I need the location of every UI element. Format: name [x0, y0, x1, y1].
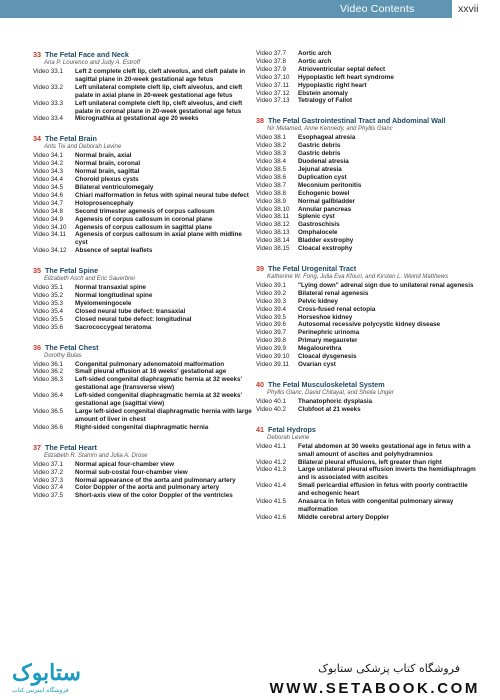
video-title: Clubfoot at 21 weeks	[298, 405, 361, 413]
video-number: Video 39.2	[256, 289, 286, 297]
video-title: Hypoplastic left heart syndrome	[298, 73, 394, 81]
video-entry	[33, 484, 258, 492]
video-number: Video 36.4	[33, 392, 63, 400]
chapter-section	[33, 50, 258, 123]
video-number: Video 35.4	[33, 307, 63, 315]
chapter-heading	[256, 425, 481, 434]
video-entry	[256, 245, 481, 253]
video-number: Video 34.2	[33, 160, 63, 168]
section-continuation	[256, 50, 481, 105]
video-number: Video 34.6	[33, 191, 63, 199]
video-title: Meconium peritonitis	[298, 181, 362, 189]
video-title: Second trimester agenesis of corpus callosum	[75, 207, 215, 215]
video-number: Video 38.6	[256, 173, 286, 181]
video-entry	[256, 321, 481, 329]
video-number: Video 39.8	[256, 337, 286, 345]
video-title: Hypoplastic right heart	[298, 81, 367, 89]
chapter-number: 40	[256, 379, 264, 389]
page-header	[0, 0, 500, 18]
video-title: Absence of septal leaflets	[75, 247, 153, 255]
video-title: "Lying down" adrenal sign due to unilateral renal agenesis	[298, 281, 474, 289]
video-number: Video 33.1	[33, 68, 63, 75]
video-number: Video 34.8	[33, 207, 63, 215]
video-title: Primary megaureter	[298, 337, 358, 345]
video-entry	[256, 97, 481, 105]
video-number: Video 35.3	[33, 299, 63, 307]
chapter-authors: Elizabeth R. Stamm and Julia A. Drose	[44, 452, 148, 459]
video-title: Bilateral ventriculomegaly	[75, 183, 154, 191]
chapter-title: The Fetal Chest	[45, 342, 99, 352]
video-number: Video 37.3	[33, 476, 63, 484]
video-entry	[256, 353, 481, 361]
video-number: Video 38.1	[256, 134, 286, 142]
video-number: Video 41.1	[256, 442, 286, 450]
video-title: Aortic arch	[298, 57, 332, 65]
chapter-title: The Fetal Spine	[45, 266, 99, 276]
video-number: Video 38.11	[256, 213, 290, 221]
video-entry	[256, 498, 481, 514]
video-number: Video 34.7	[33, 199, 63, 207]
video-entry	[33, 469, 258, 477]
video-title: Left unilateral complete cleft lip, cleft alveolus, and cleft palate in axial plane in 20-week gestational age fetus	[75, 83, 243, 99]
chapter-section	[256, 116, 481, 253]
page-number: xxvii	[458, 3, 479, 15]
video-entry	[33, 477, 258, 485]
video-title: Duodenal atresia	[298, 158, 349, 166]
video-title: Normal transaxial spine	[75, 284, 147, 292]
video-number: Video 33.2	[33, 83, 63, 91]
video-title: Megalourethra	[298, 345, 342, 353]
video-entry	[33, 84, 258, 100]
left-column	[33, 50, 258, 511]
chapter-heading	[256, 264, 481, 273]
chapter-title: The Fetal Urogenital Tract	[268, 263, 357, 273]
video-entry	[33, 192, 258, 200]
video-number: Video 39.4	[256, 305, 286, 313]
video-title: Agenesis of corpus callosum in sagittal plane	[75, 223, 212, 231]
video-number: Video 35.2	[33, 292, 63, 300]
video-number: Video 34.3	[33, 168, 63, 176]
chapter-heading	[33, 134, 258, 143]
video-title: Left 2 complete cleft lip, cleft alveolus, and cleft palate in sagittal plane in 20-week gestational age fetus	[75, 68, 246, 83]
video-entry	[256, 345, 481, 353]
video-title: Gastric debris	[298, 150, 341, 158]
video-number: Video 37.5	[33, 492, 63, 500]
video-title: Ebstein anomaly	[298, 89, 349, 97]
video-entry	[33, 292, 258, 300]
logo-text: ستابوک	[12, 660, 81, 685]
video-entry	[33, 368, 258, 376]
chapter-title: The Fetal Face and Neck	[45, 50, 129, 59]
video-number: Video 39.5	[256, 313, 286, 321]
footer-banner	[0, 656, 500, 700]
video-title: Bilateral renal agenesis	[298, 289, 369, 297]
video-entry	[33, 424, 258, 432]
video-title: Agenesis of corpus callosum in axial plane with midline cyst	[75, 231, 242, 247]
video-title: Cross-fused renal ectopia	[298, 305, 376, 313]
video-title: Micrognathia at gestational age 20 weeks	[75, 115, 199, 123]
video-title: Echogenic bowel	[298, 189, 350, 197]
video-number: Video 38.14	[256, 237, 290, 245]
chapter-authors: Nir Melamed, Anne Kennedy, and Phyllis Glanc	[267, 126, 393, 133]
video-entry	[256, 150, 481, 158]
video-title: Chiari malformation in fetus with spinal neural tube defect	[75, 191, 249, 199]
video-entry	[256, 306, 481, 314]
video-entry	[256, 142, 481, 150]
video-title: Normal appearance of the aorta and pulmonary artery	[75, 476, 236, 484]
video-entry	[256, 166, 481, 174]
chapter-section	[256, 264, 481, 369]
video-entry	[33, 324, 258, 332]
chapter-authors: Phyllis Glanc, David Chitayat, and Sheila Unger	[267, 389, 394, 396]
chapter-number: 37	[33, 442, 41, 452]
chapter-heading	[33, 266, 258, 275]
chapter-heading	[33, 50, 258, 59]
video-entry	[256, 406, 481, 414]
video-number: Video 39.7	[256, 329, 286, 337]
video-number: Video 38.8	[256, 189, 286, 197]
video-number: Video 39.10	[256, 353, 290, 361]
video-title: Ovarian cyst	[298, 361, 336, 368]
video-number: Video 37.7	[256, 50, 286, 57]
chapter-authors: Ana P. Lourenco and Judy A. Estroff	[44, 60, 141, 66]
video-entry	[256, 514, 481, 522]
video-title: Pelvic kidney	[298, 297, 338, 305]
video-entry	[256, 482, 481, 498]
video-title: Agenesis of corpus callosum in coronal plane	[75, 215, 213, 223]
video-entry	[256, 329, 481, 337]
chapter-section	[33, 443, 258, 501]
video-number: Video 40.2	[256, 405, 286, 413]
video-number: Video 37.2	[33, 468, 63, 476]
video-number: Video 37.11	[256, 81, 290, 89]
video-title: Right-sided congenital diaphragmatic hernia	[75, 423, 209, 431]
video-entry	[33, 308, 258, 316]
video-number: Video 38.4	[256, 158, 286, 166]
video-entry	[33, 300, 258, 308]
chapter-section	[256, 380, 481, 414]
video-number: Video 40.1	[256, 397, 286, 405]
video-title: Small pleural effusion at 16 weeks' gestational age	[75, 368, 227, 376]
video-entry	[33, 184, 258, 192]
video-number: Video 37.10	[256, 73, 290, 81]
video-title: Autosomal recessive polycystic kidney disease	[298, 321, 441, 329]
video-entry	[256, 237, 481, 245]
video-entry	[33, 115, 258, 123]
video-entry	[256, 459, 481, 467]
video-title: Duplication cyst	[298, 173, 347, 181]
store-url[interactable]: WWW.SETABOOK.COM	[269, 680, 480, 697]
video-entry	[33, 200, 258, 208]
video-number: Video 39.11	[256, 361, 290, 368]
video-entry	[256, 398, 481, 406]
video-title: Jejunal atresia	[298, 165, 342, 173]
video-title: Sacrococcygeal teratoma	[75, 323, 152, 331]
video-entry	[33, 247, 258, 255]
video-number: Video 35.1	[33, 284, 63, 292]
video-title: Normal brain, sagittal	[75, 168, 140, 176]
header-title: Video Contents	[340, 3, 415, 15]
video-number: Video 39.9	[256, 345, 286, 353]
video-title: Atrioventricular septal defect	[298, 65, 386, 73]
video-entry	[256, 361, 481, 369]
video-number: Video 37.8	[256, 57, 286, 65]
chapter-authors: Deborah Levine	[267, 434, 310, 441]
video-entry	[33, 392, 258, 408]
video-entry	[256, 134, 481, 142]
video-entry	[256, 337, 481, 345]
video-title: Normal brain, axial	[75, 152, 132, 160]
video-number: Video 38.15	[256, 245, 290, 253]
video-number: Video 35.6	[33, 323, 63, 331]
video-title: Anasarca in fetus with congenital pulmonary airway malformation	[298, 498, 454, 513]
video-entry	[33, 68, 258, 84]
video-entry	[33, 168, 258, 176]
video-entry	[256, 466, 481, 482]
video-number: Video 36.5	[33, 408, 63, 415]
video-entry	[256, 198, 481, 206]
video-entry	[256, 174, 481, 182]
video-entry	[33, 160, 258, 168]
video-entry	[33, 284, 258, 292]
video-entry	[256, 66, 481, 74]
chapter-title: Fetal Hydrops	[268, 424, 316, 434]
chapter-section	[256, 425, 481, 522]
video-title: Cloacal dysgenesis	[298, 353, 357, 361]
chapter-number: 35	[33, 266, 41, 276]
chapter-title: The Fetal Heart	[45, 442, 97, 452]
chapter-heading	[256, 116, 481, 125]
chapter-number: 34	[33, 134, 41, 144]
video-number: Video 38.10	[256, 205, 290, 213]
video-title: Splenic cyst	[298, 213, 335, 221]
video-entry	[33, 376, 258, 392]
video-entry	[256, 282, 481, 290]
video-number: Video 38.3	[256, 150, 286, 158]
video-title: Thanatophoric dysplasia	[298, 397, 373, 405]
chapter-authors: Dorothy Bulas	[44, 352, 82, 359]
video-number: Video 37.13	[256, 97, 290, 105]
video-entry	[33, 231, 258, 247]
video-entry	[33, 361, 258, 369]
video-number: Video 41.5	[256, 498, 286, 506]
video-entry	[256, 58, 481, 66]
video-entry	[256, 221, 481, 229]
video-title: Aortic arch	[298, 50, 332, 57]
video-entry	[33, 461, 258, 469]
chapter-heading	[256, 380, 481, 389]
video-title: Left-sided congenital diaphragmatic hernia at 32 weeks' gestational age (sagittal view)	[75, 392, 243, 408]
video-entry	[33, 408, 258, 424]
video-number: Video 38.12	[256, 221, 290, 229]
video-entry	[256, 206, 481, 214]
video-entry	[33, 152, 258, 160]
video-title: Myelomeningocele	[75, 299, 132, 307]
video-entry	[33, 176, 258, 184]
video-number: Video 38.13	[256, 229, 290, 237]
video-title: Normal longitudinal spine	[75, 292, 153, 300]
video-number: Video 39.1	[256, 281, 286, 289]
video-title: Congenital pulmonary adenomatoid malformation	[75, 360, 225, 368]
video-number: Video 34.4	[33, 176, 63, 184]
store-logo	[6, 660, 86, 698]
logo-subtext: فروشگاه اینترنتی کتاب	[12, 688, 69, 694]
video-title: Normal apical four-chamber view	[75, 460, 175, 468]
video-number: Video 41.2	[256, 458, 286, 466]
video-title: Gastric debris	[298, 142, 341, 150]
video-title: Horseshoe kidney	[298, 313, 353, 321]
video-entry	[256, 90, 481, 98]
video-entry	[33, 100, 258, 116]
video-title: Choroid plexus cysts	[75, 176, 139, 184]
video-number: Video 37.1	[33, 460, 63, 468]
video-entry	[256, 74, 481, 82]
video-title: Bilateral pleural effusions, left greater than right	[298, 458, 442, 466]
video-title: Perinephric urinoma	[298, 329, 360, 337]
video-title: Closed neural tube defect: longitudinal	[75, 315, 192, 323]
video-title: Tetralogy of Fallot	[298, 97, 353, 105]
video-number: Video 39.6	[256, 321, 286, 329]
video-entry	[256, 82, 481, 90]
video-entry	[33, 224, 258, 232]
right-column	[256, 50, 481, 533]
video-number: Video 33.4	[33, 115, 63, 123]
chapter-title: The Fetal Brain	[45, 134, 97, 144]
video-number: Video 36.1	[33, 360, 63, 368]
video-number: Video 41.3	[256, 466, 286, 474]
chapter-authors: Katherine W. Fong, Julia Eva Kfouri, and Kirsten L. Weind Matthews	[267, 273, 449, 280]
video-number: Video 37.12	[256, 89, 290, 97]
chapter-section	[33, 266, 258, 331]
video-title: Normal brain, coronal	[75, 160, 141, 168]
video-entry	[33, 316, 258, 324]
video-title: Short-axis view of the color Doppler of the ventricles	[75, 492, 233, 500]
video-number: Video 38.9	[256, 197, 286, 205]
chapter-number: 36	[33, 342, 41, 352]
chapter-title: The Fetal Gastrointestinal Tract and Abdominal Wall	[268, 116, 446, 126]
video-number: Video 34.10	[33, 223, 67, 231]
video-title: Annular pancreas	[298, 205, 352, 213]
video-title: Color Doppler of the aorta and pulmonary artery	[75, 484, 220, 492]
video-title: Fetal abdomen at 30 weeks gestational age in fetus with a small amount of ascites and polyhydramnios	[298, 442, 471, 458]
chapter-heading	[33, 443, 258, 452]
chapter-title: The Fetal Musculoskeletal System	[268, 379, 385, 389]
video-number: Video 37.4	[33, 484, 63, 492]
video-title: Closed neural tube defect: transaxial	[75, 307, 186, 315]
video-number: Video 34.11	[33, 231, 67, 239]
video-entry	[256, 158, 481, 166]
video-number: Video 41.6	[256, 513, 286, 521]
video-title: Cloacal exstrophy	[298, 245, 353, 253]
video-number: Video 36.3	[33, 376, 63, 384]
video-number: Video 34.5	[33, 183, 63, 191]
chapter-number: 33	[33, 50, 41, 59]
video-entry	[256, 298, 481, 306]
video-entry	[256, 190, 481, 198]
video-number: Video 34.12	[33, 247, 67, 255]
store-name: فروشگاه کتاب پزشکی ستابوک	[318, 662, 460, 675]
chapter-section	[33, 134, 258, 255]
video-number: Video 39.3	[256, 297, 286, 305]
video-title: Left-sided congenital diaphragmatic hernia at 32 weeks' gestational age (transverse view)	[75, 376, 243, 392]
video-title: Normal sub-costal four-chamber view	[75, 468, 188, 476]
video-number: Video 36.6	[33, 423, 63, 431]
video-title: Large left-sided congenital diaphragmatic hernia with large amount of liver in chest	[75, 408, 252, 423]
video-entry	[256, 290, 481, 298]
chapter-number: 39	[256, 263, 264, 273]
video-number: Video 38.2	[256, 142, 286, 150]
video-title: Omphalocele	[298, 229, 338, 237]
video-entry	[33, 208, 258, 216]
video-number: Video 38.5	[256, 165, 286, 173]
video-number: Video 33.3	[33, 99, 63, 107]
video-number: Video 34.9	[33, 215, 63, 223]
video-entry	[256, 443, 481, 459]
video-number: Video 36.2	[33, 368, 63, 376]
video-number: Video 35.5	[33, 315, 63, 323]
video-entry	[256, 229, 481, 237]
video-entry	[256, 314, 481, 322]
video-number: Video 37.9	[256, 65, 286, 73]
video-title: Middle cerebral artery Doppler	[298, 513, 389, 521]
video-entry	[33, 492, 258, 500]
video-number: Video 38.7	[256, 181, 286, 189]
video-title: Large unilateral pleural effusion inverts the hemidiaphragm and is associated with ascites	[298, 466, 476, 482]
video-title: Esophageal atresia	[298, 134, 356, 142]
video-entry	[256, 213, 481, 221]
chapter-number: 41	[256, 424, 264, 434]
chapter-authors: Ants Toi and Deborah Levine	[44, 144, 122, 151]
video-entry	[33, 216, 258, 224]
video-title: Left unilateral complete cleft lip, cleft alveolus, and cleft palate in coronal plane in 20-week gestational age fetus	[75, 99, 243, 115]
chapter-number: 38	[256, 116, 264, 126]
video-title: Gastroschisis	[298, 221, 340, 229]
video-title: Bladder exstrophy	[298, 237, 354, 245]
chapter-heading	[33, 343, 258, 352]
video-title: Holoprosencephaly	[75, 199, 134, 207]
chapter-authors: Elizabeth Asch and Eric Sauerbrei	[44, 276, 135, 283]
chapter-section	[33, 343, 258, 432]
video-title: Normal gallbladder	[298, 197, 356, 205]
video-title: Small pericardial effusion in fetus with poorly contractile and echogenic heart	[298, 482, 468, 498]
video-entry	[256, 182, 481, 190]
video-number: Video 41.4	[256, 482, 286, 490]
video-entry	[256, 50, 481, 58]
video-number: Video 34.1	[33, 152, 63, 160]
